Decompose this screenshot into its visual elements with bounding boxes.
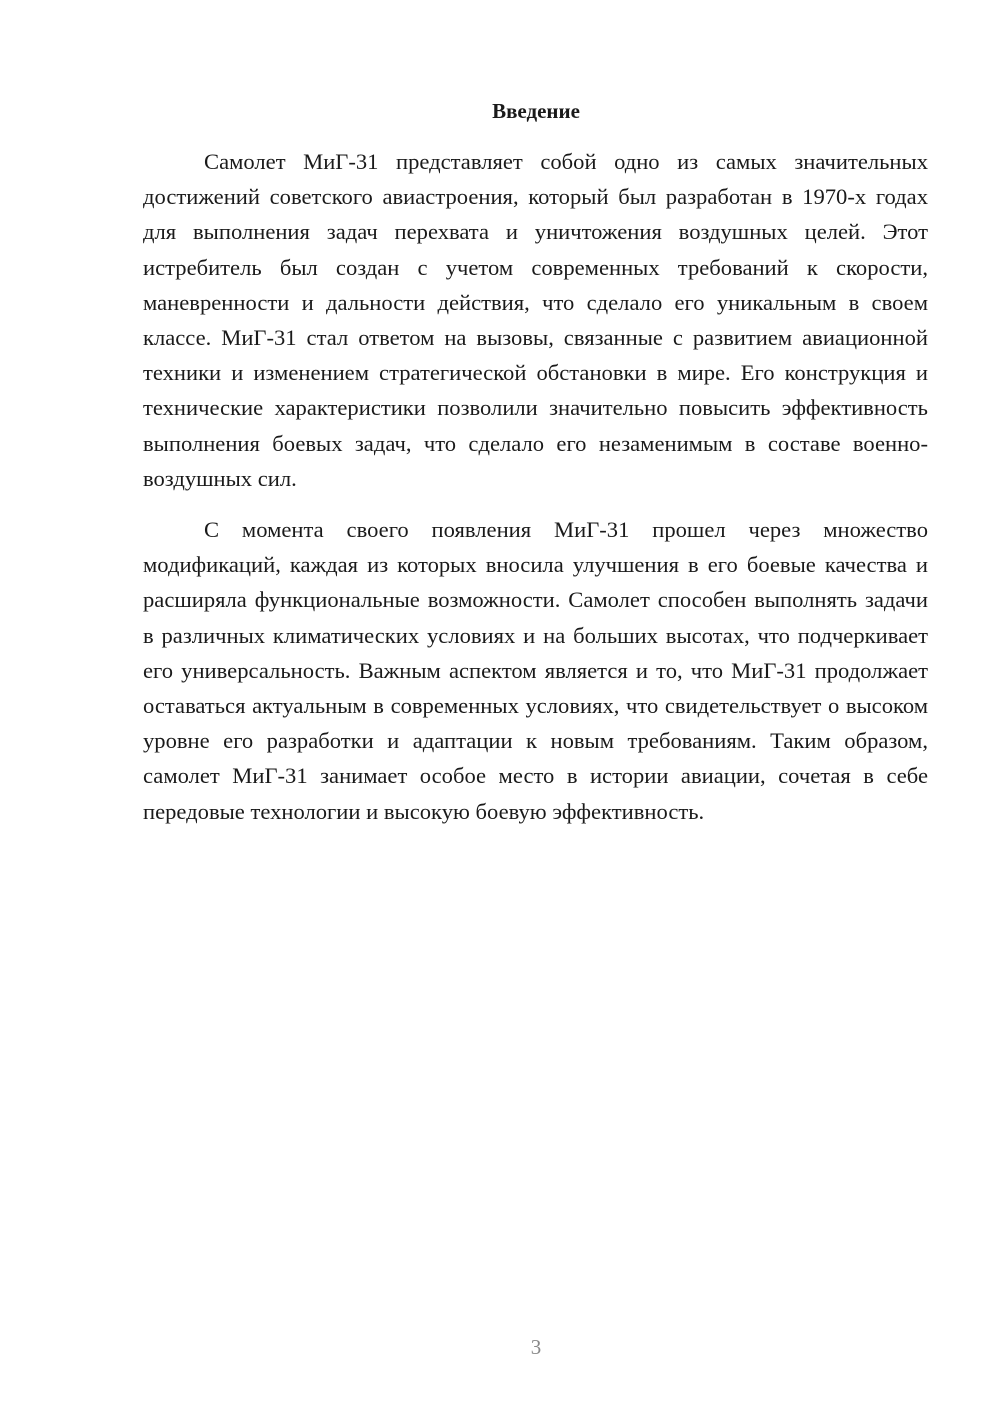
page-number: 3 [530, 1335, 542, 1359]
document-body [143, 144, 928, 829]
page-title: Введение [492, 99, 580, 123]
paragraph-2: С момента своего появления МиГ-31 прошел через множество модификаций, каждая из которых вносила улучшения в его боевые качества и расширяла функциональные возможности. Самолет способен выполнять задачи в различных климатических условиях и на больших высотах, что подчеркивает его универсальность. Важным аспектом является и то, что МиГ-31 продолжает оставаться актуальным в современных условиях, что свидетельствует о высоком уровне его разработки и адаптации к новым требованиям. Таким образом, самолет МиГ-31 занимает особое место в истории авиации, сочетая в себе передовые технологии и высокую боевую эффективность. [143, 517, 928, 824]
paragraph-1: Самолет МиГ-31 представляет собой одно из самых значительных достижений советского авиастроения, который был разработан в 1970-х годах для выполнения задач перехвата и уничтожения воздушных целей. Этот истребитель был создан с учетом современных требований к скорости, маневренности и дальности действия, что сделало его уникальным в своем классе. МиГ-31 стал ответом на вызовы, связанные с развитием авиационной техники и изменением стратегической обстановки в мире. Его конструкция и технические характеристики позволили значительно повысить эффективность выполнения боевых задач, что сделало его незаменимым в составе военно-воздушных сил. [143, 149, 928, 491]
